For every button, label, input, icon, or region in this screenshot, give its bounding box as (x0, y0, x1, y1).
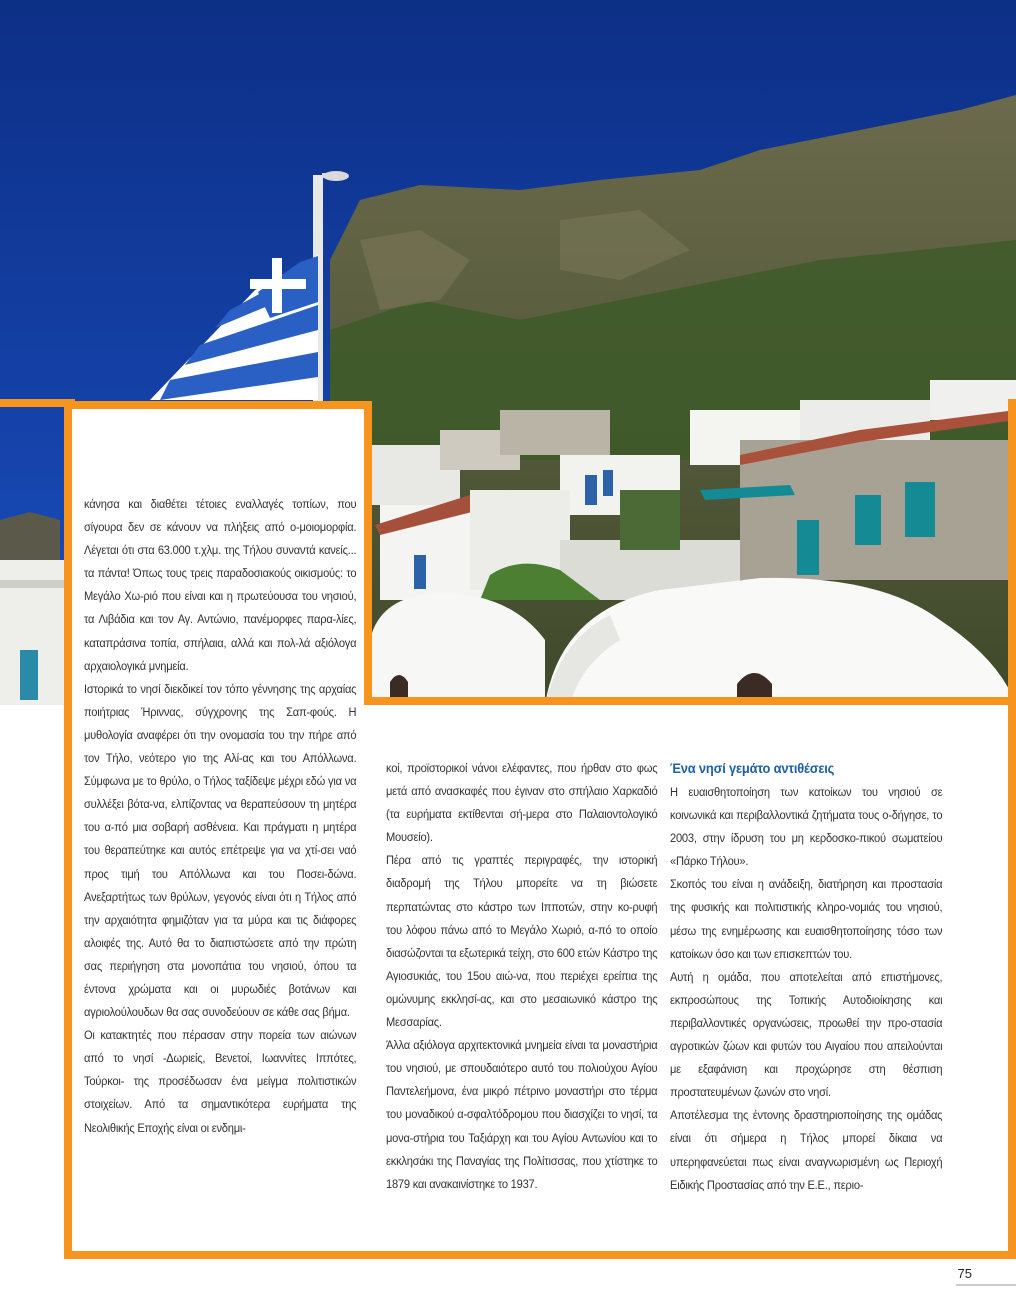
paragraph: Αποτέλεσμα της έντονης δραστηριοποίησης της ομάδας είναι ότι σήμερα η Τήλος μπορεί δίκαια να υπερηφανεύεται πως είναι αναγνωρισμένη ως Περιοχή Ειδικής Προστασίας από την Ε.Ε., περιο- (670, 1108, 943, 1192)
text-column-2 (386, 757, 657, 1196)
paragraph: Αυτή η ομάδα, που αποτελείται από επιστήμονες, εκπροσώπους της Τοπικής Αυτοδιοίκησης και περιβαλλοντικές οργανώσεις, προωθεί την προ-στασία αγροτικών ζώων και φυτών του Αιγαίου που απειλούνται με εξαφάνιση και προχώρησε στη θέσπιση προστατευμένων ζωνών στο νησί. (670, 969, 943, 1100)
paragraph: Σκοπός του είναι η ανάδειξη, διατήρηση και προστασία της φυσικής και πολιτιστικής κληρο-νομιάς του νησιού, μέσω της ενημέρωσης και ευαισθητοποίησης τόσο των κατοίκων όσο και των επισκεπτών του. (670, 877, 943, 961)
paragraph: Ιστορικά το νησί διεκδικεί τον τόπο γέννησης της αρχαίας ποιήτριας Ήριννας, σύγχρονης της Σαπ-φούς. Η μυθολογία αναφέρει ότι την ονομασία του την πήρε από τον Τήλο, νεότερο γιο της Αλί-ας και του Απόλλωνα. Σύμφωνα με το θρύλο, ο Τήλος ταξίδεψε μέχρι εδώ για να συλλέξει βότα-να, ελπίζοντας να θεραπεύσουν τη μητέρα του α-πό μια σοβαρή ασθένεια. Και πράγματι η μητέρα του θεραπεύτηκε και αυτός επέτρεψε για να χτί-σει ναό προς τιμή του Απόλλωνα και του Ποσει-δώνα. Ανεξαρτήτως των θρύλων, γεγονός είναι ότι η Τήλος από την αρχαιότητα φημιζόταν για τα μύρα και τις διάφορες αλοιφές της. Αυτό θα το διαπιστώσετε από την πρώτη σας περιήγηση στα μονοπάτια του νησιού, όπου τα έντονα χρώματα και οι μυρωδιές βοτάνων και αγριολούλουδων θα σας συνοδεύουν σε κάθε σας βήμα. (84, 681, 357, 1020)
paragraph: κάνησα και διαθέτει τέτοιες εναλλαγές τοπίων, που σίγουρα δεν σε κάνουν να πλήξεις από ο-μοιομορφία. Λέγεται ότι στα 63.000 τ.χλμ. της Τήλου συναντά κανείς... τα πάντα! Όπως τους τρεις παραδοσιακούς οικισμούς: το Μεγάλο Χω-ριό που είναι και η πρωτεύουσα του νησιού, τα Λιβάδια και τον Αγ. Αντώνιο, πανέμορφες παρα-λίες, καταπράσινα τοπία, σπήλαια, αλλά και πολ-λά αξιόλογα αρχαιολογικά μνημεία. (84, 497, 357, 673)
left-buildings (0, 560, 64, 705)
section-heading: Ένα νησί γεμάτο αντιθέσεις (670, 760, 835, 776)
paragraph: Άλλα αξιόλογα αρχιτεκτονικά μνημεία είναι τα μοναστήρια του νησιού, με σπουδαιότερο αυτό του πολιούχου Αγίου Παντελεήμονα, ένα μικρό πέτρινο μοναστήρι στο τέρμα του μοναδικού α-σφαλτόδρομου που διασχίζει το νησί, τα μονα-στήρια του Ταξιάρχη και του Αγίου Αντωνίου και το εκκλησάκι της Παναγίας της Πολίτισσας, που χτίστηκε το 1879 και ανακαινίστηκε το 1937. (386, 1038, 658, 1191)
page-number: 75 (957, 1266, 972, 1281)
paragraph: Οι κατακτητές που πέρασαν στην πορεία των αιώνων από το νησί -Δωριείς, Βενετοί, Ιωαννίτες Ιππότες, Τούρκοι- της προσέδωσαν ένα μείγμα πολιτιστικών στοιχείων. Από τα σημαντικότερα ευρήματα της Νεολιθικής Εποχής είναι οι ενδημι- (84, 1028, 357, 1135)
orange-divider (364, 697, 1016, 705)
text-column-1 (84, 493, 356, 1140)
paragraph: κοί, προϊστορικοί νάνοι ελέφαντες, που ήρθαν στο φως μετά από ανασκαφές που έγιναν στο σπήλαιο Χαρκαδιό (τα ευρήματα εκτίθενται σή-μερα στο Παλαιοντολογικό Μουσείο). (386, 761, 658, 845)
text-column-3 (670, 757, 942, 1197)
paragraph: Πέρα από τις γραπτές περιγραφές, την ιστορική διαδρομή της Τήλου μπορείτε να τη βιώσετε περπατώντας στο κάστρο των Ιπποτών, στην κο-ρυφή του λόφου πάνω από το Μεγάλο Χωριό, α-πό το οποίο διασώζονται τα εξωτερικά τείχη, στο 600 ετών Κάστρο της Αγιοσυκιάς, του 15ου αιώ-να, που περιέχει ερείπια της ομώνυμης εκκλησί-ας, και στο μεσαιωνικό κάστρο της Μεσσαρίας. (386, 853, 658, 1030)
left-hills (0, 512, 60, 560)
page-number-rule (956, 1284, 1016, 1286)
paragraph: Η ευαισθητοποίηση των κατοίκων του νησιού σε κοινωνικά και περιβαλλοντικά ζητήματα τους ο-δήγησε, το 2003, στην ίδρυση του μη κερδοσκο-πικού σωματείου «Πάρκο Τήλου». (670, 785, 943, 869)
